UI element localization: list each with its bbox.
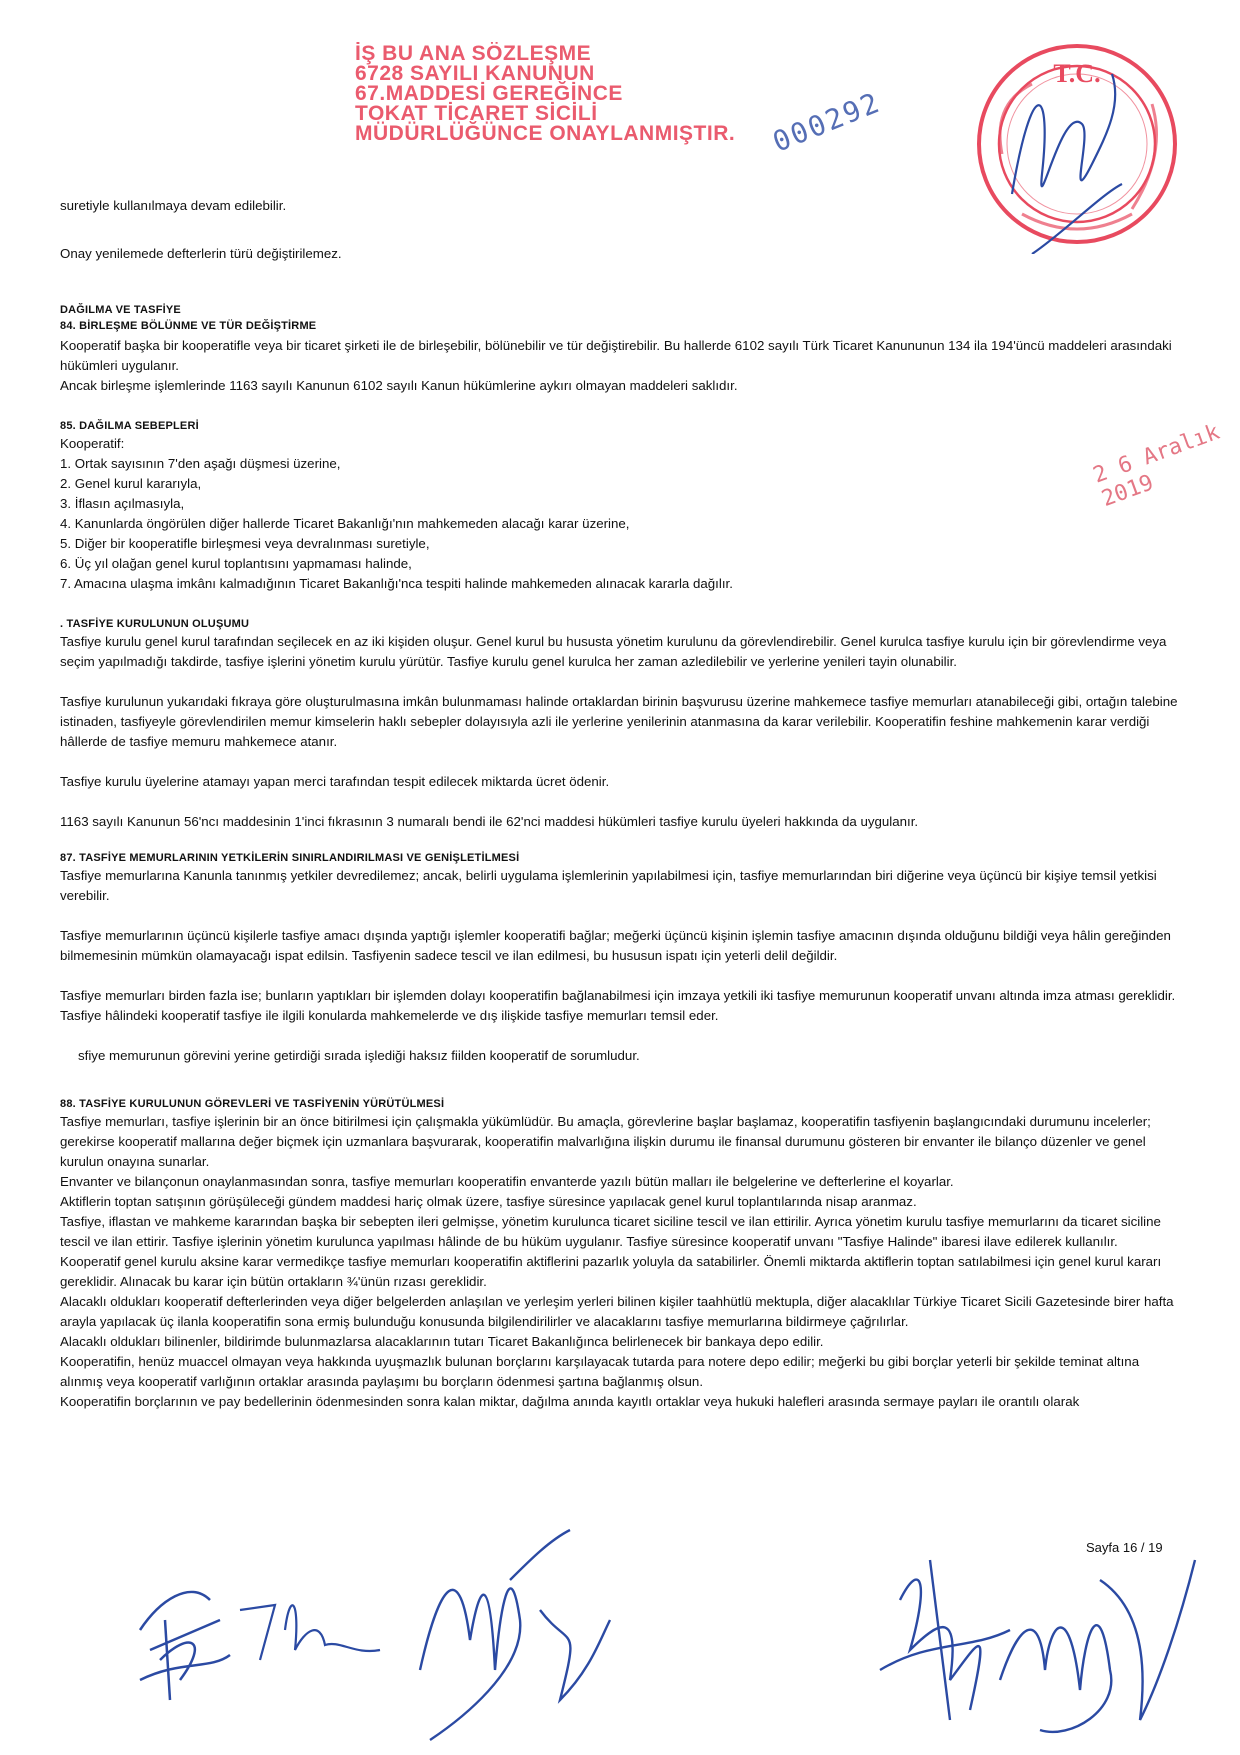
signature-icon [400,1520,620,1750]
article-88-paragraph: Aktiflerin toptan satışının görüşüleceği gündem maddesi hariç olmak üzere, tasfiye süresince yapılacak genel kurul toplantılarında nisap aranmaz. [60,1194,917,1209]
article-88-paragraph: Kooperatif genel kurulu aksine karar vermedikçe tasfiye memurları kooperatifin aktiflerini pazarlık yoluyla da satabilirler. Önemli miktarda aktiflerin toptan satılabilmesi için genel kurul kararı gereklidir. Alınacak bu karar için bütün ortakların ¾'ünün rızası gereklidir. [60,1254,1162,1289]
article-88-paragraph: Kooperatifin borçlarının ve pay bedellerinin ödenmesinden sonra kalan miktar, dağılma anında kayıtlı ortaklar veya hukuki halefleri arasında sermaye payları ile orantılı olarak [60,1394,1080,1409]
list-item: 1. Ortak sayısının 7'den aşağı düşmesi üzerine, [60,456,341,471]
article-88-paragraph: Kooperatifin, henüz muaccel olmayan veya hakkında uyuşmazlık bulunan borçlarını karşılayacak tutarda para notere depo edilir; meğerki bu gibi borçlar yeterli bir şekilde teminat altına alınmış veya kooperatif varlığının ortaklar arasında paylaşımı bu borçların ödenmesi şartına bağlanmış olsun. [60,1354,1140,1389]
article-87-paragraph: Tasfiye memurlarına Kanunla tanınmış yetkiler devredilemez; ancak, belirli uygulama işlemlerinin yapılabilmesi için, tasfiye memurlarından biri diğerine veya üçüncü bir kişiye temsil yetkisi verebilir. [60,868,1157,903]
stamp-line: 6728 SAYILI KANUNUN [355,62,595,85]
list-item: 4. Kanunlarda öngörülen diğer hallerde Ticaret Bakanlığı'nın mahkemeden alacağı karar üzerine, [60,516,630,531]
stamp-line: İŞ BU ANA SÖZLEŞME [355,42,592,65]
article-86-paragraph: Tasfiye kurulu genel kurul tarafından seçilecek en az iki kişiden oluşur. Genel kurul bu hususta yönetim kurulunu da görevlendirebilir. Genel kurulca tasfiye kurulu için bir görevlendirme veya seçim yapılmadığı takdirde, tasfiye işlerini yönetim kurulu yürütür. Tasfiye kurulu genel kurulca her zaman azledilebilir ve yerlerine yenileri tayin olunabilir. [60,634,1167,669]
article-87-paragraph: Tasfiye memurları birden fazla ise; bunların yaptıkları bir işlemden dolayı kooperatifin bağlanabilmesi için imzaya yetkili iki tasfiye memurunun kooperatif unvanı altında imza atması gereklidir. Tasfiye hâlindeki kooperatif tasfiye ile ilgili konularda mahkemelerde ve dış ilişkide tasfiye memurları temsil eder. [60,988,1176,1023]
article-84-paragraph: Kooperatif başka bir kooperatifle veya bir ticaret şirketi ile de birleşebilir, bölünebilir ve tür değiştirebilir. Bu hallerde 6102 sayılı Türk Ticaret Kanununun 134 ila 194'üncü maddeleri arasındaki hükümleri uygulanır. [60,338,1172,373]
approval-stamp [355,42,736,145]
list-item: 7. Amacına ulaşma imkânı kalmadığının Ticaret Bakanlığı'nca tespiti halinde mahkemeden alınacak kararla dağılır. [60,576,733,591]
signature-icon [870,1520,1200,1750]
article-86-paragraph: Tasfiye kurulu üyelerine atamayı yapan merci tarafından tespit edilecek miktarda ücret ödenir. [60,774,610,789]
list-item: 2. Genel kurul kararıyla, [60,476,202,491]
article-87-paragraph: sfiye memurunun görevini yerine getirdiği sırada işlediği haksız fiilden kooperatif de sorumludur. [78,1048,640,1063]
list-item: 3. İflasın açılmasıyla, [60,496,185,511]
article-88-paragraph: Alacaklı oldukları kooperatif defterlerinden veya diğer belgelerden anlaşılan ve yerleşim yerleri bilinen kişiler taahhütlü mektupla, diğer alacaklılar Türkiye Ticaret Sicili Gazetesinde birer hafta arayla yapılacak üç ilanla kooperatifin sona ermiş bulunduğu konusunda bilgilendirilirler ve alacaklarını tasfiye memurlarına bildirmeye çağrılırlar. [60,1294,1174,1329]
seal-text: T.C. [1053,59,1101,88]
article-85-title: 85. DAĞILMA SEBEPLERİ [60,420,199,432]
stamp-line: TOKAT TİCARET SİCİLİ [355,102,598,125]
stamp-line: MÜDÜRLÜĞÜNCE ONAYLANMIŞTIR. [355,122,736,145]
signature-icon [120,1560,240,1710]
article-86-paragraph: Tasfiye kurulunun yukarıdaki fıkraya göre oluşturulmasına imkân bulunmaması halinde ortaklardan birinin başvurusu üzerine mahkemece tasfiye memurları atanabileceği gibi, ortağın talebine istinaden, tasfiyeyle görevlendirilen memur kimselerin haklı sebepler dolayısıyla azli ile yerlerine yenilerinin atanmasına da karar verilebilir. Kooperatifin feshine mahkemenin karar verdiği hâllerde de tasfiye memuru mahkemece atanır. [60,694,1178,749]
intro-paragraph: suretiyle kullanılmaya devam edilebilir. [60,198,287,213]
document-body [60,196,1180,1412]
article-88-paragraph: Tasfiye memurları, tasfiye işlerinin bir an önce bitirilmesi için çalışmakla yükümlüdür. Bu amaçla, görevlerine başlar başlamaz, kooperatifin tasfiyenin başlangıcındaki durumunu incelerler; gerekirse kooperatif mallarına değer biçmek için uzmanlara başvurarak, kooperatifin malvarlığına ilişkin durumu ile finansal durumunu gösteren bir envanter ile bilanço düzenler ve genel kurulun onayına sunarlar. [60,1114,1151,1169]
article-88-paragraph: Tasfiye, iflastan ve mahkeme kararından başka bir sebepten ileri gelmişse, yönetim kurulunca ticaret siciline tescil ve ilan ettirilir. Ayrıca yönetim kurulu tasfiye memurlarını da ticaret siciline tescil ve ilan ettirir. Tasfiye işlerinin yönetim kurulunca yapılması hâlinde de bu hüküm uygulanır. Tasfiye süresince kooperatif unvanı "Tasfiye Halinde" ibaresi ilave edilerek kullanılır. [60,1214,1161,1249]
article-87-title: 87. TASFİYE MEMURLARININ YETKİLERİN SINIRLANDIRILMASI VE GENİŞLETİLMESİ [60,852,520,864]
article-84-paragraph: Ancak birleşme işlemlerinde 1163 sayılı Kanunun 6102 sayılı Kanun hükümlerine aykırı olmayan maddeleri saklıdır. [60,378,738,393]
article-85-intro: Kooperatif: [60,436,125,451]
article-84-title: 84. BİRLEŞME BÖLÜNME VE TÜR DEĞİŞTİRME [60,320,317,332]
list-item: 5. Diğer bir kooperatifle birleşmesi veya devralınması suretiyle, [60,536,430,551]
article-86-paragraph: 1163 sayılı Kanunun 56'ncı maddesinin 1'inci fıkrasının 3 numaralı bendi ile 62'nci maddesi hükümleri tasfiye kurulu üyeleri hakkında da uygulanır. [60,814,919,829]
article-88-paragraph: Alacaklı oldukları bilinenler, bildirimde bulunmazlarsa alacaklarının tutarı Ticaret Bakanlığınca belirlenecek bir bankaya depo edilir. [60,1334,824,1349]
list-item: 6. Üç yıl olağan genel kurul toplantısını yapmaması halinde, [60,556,412,571]
section-title: DAĞILMA VE TASFİYE [60,304,181,316]
article-86-title: . TASFİYE KURULUNUN OLUŞUMU [60,618,250,630]
intro-paragraph: Onay yenilemede defterlerin türü değiştirilemez. [60,246,342,261]
article-88-title: 88. TASFİYE KURULUNUN GÖREVLERİ VE TASFİYENİN YÜRÜTÜLMESİ [60,1098,445,1110]
serial-number: 000292 [768,85,886,159]
article-88-paragraph: Envanter ve bilançonun onaylanmasından sonra, tasfiye memurları kooperatifin envanterde yazılı bütün malları ile belgelerine ve defterlerine el koyarlar. [60,1174,954,1189]
signature-icon [230,1570,390,1690]
page-number: Sayfa 16 / 19 [1086,1540,1163,1555]
date-stamp: 2 6 Aralık 2019 [1090,419,1224,512]
stamp-line: 67.MADDESİ GEREĞİNCE [355,82,623,105]
article-87-paragraph: Tasfiye memurlarının üçüncü kişilerle tasfiye amacı dışında yaptığı işlemler kooperatifi bağlar; meğerki üçüncü kişinin işlemin tasfiye amacının dışında olduğunu bildiği veya hâlin gereğinden bilmemesinin mümkün olamayacağı ispat edilsin. Tasfiyenin sadece tescil ve ilan edilmesi, bu hususun ispatı için yeterli delil değildir. [60,928,1171,963]
